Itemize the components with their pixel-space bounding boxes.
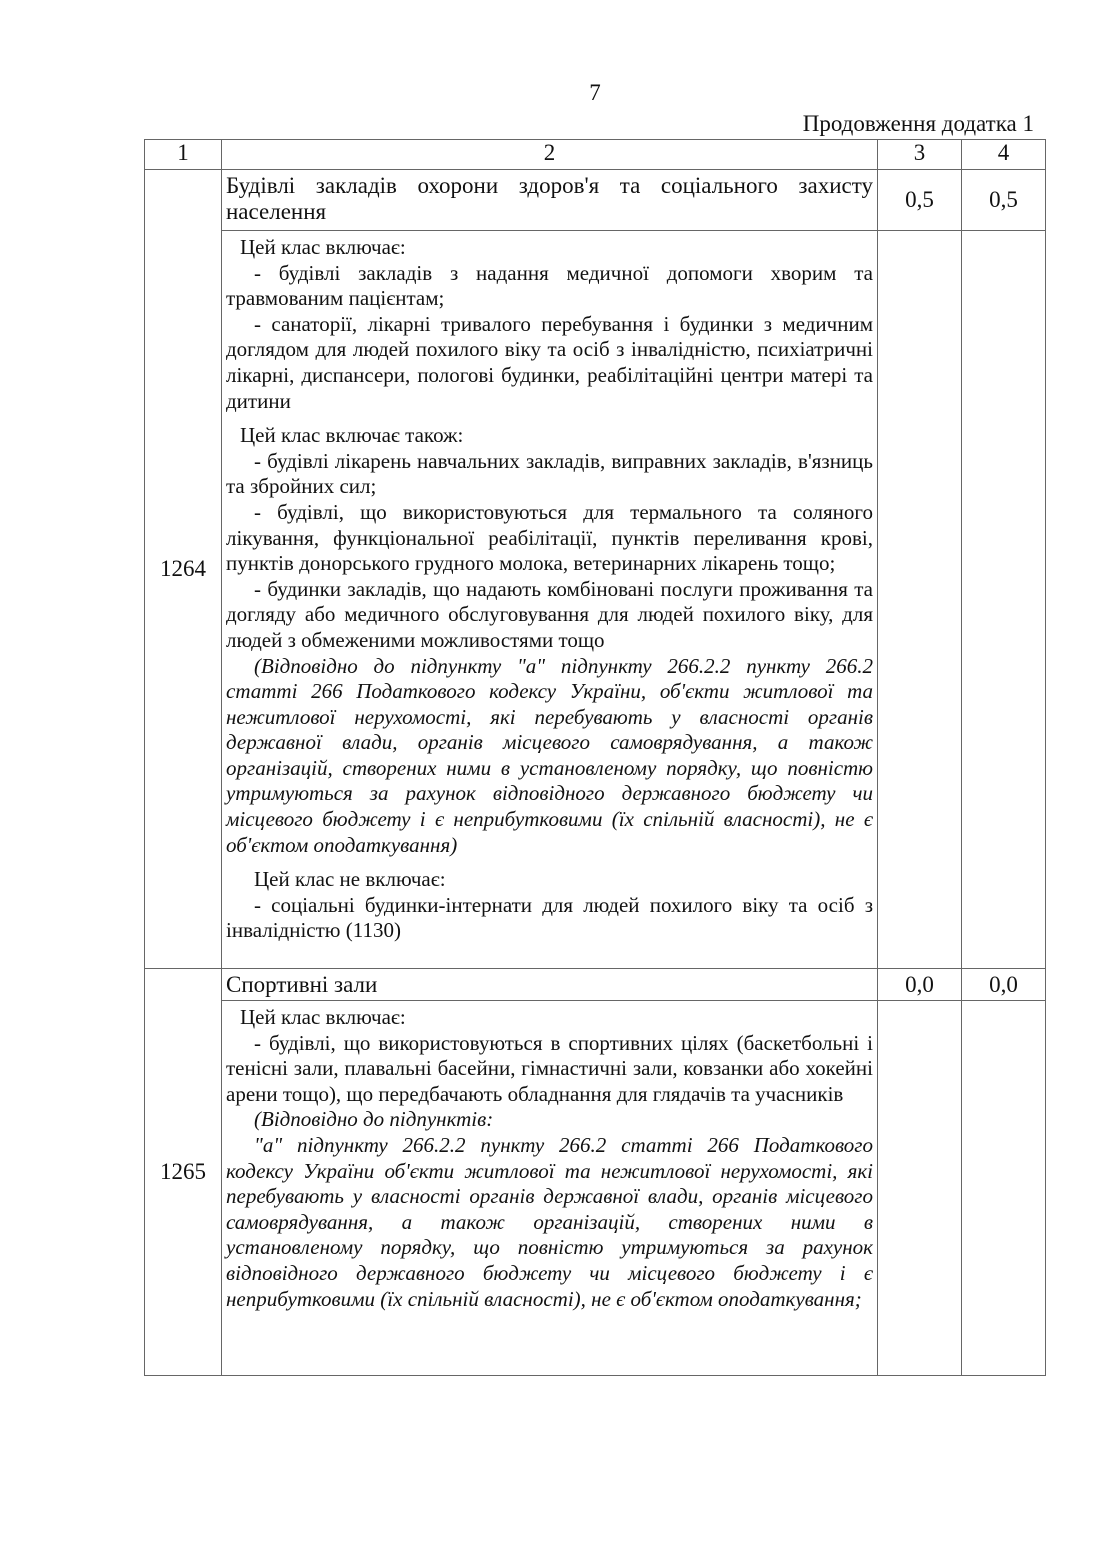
- table-row-1264-description: [145, 231, 1046, 969]
- table-row-1265-title: [145, 969, 1046, 1001]
- description-paragraph: - будівлі лікарень навчальних закладів, виправних закладів, в'язниць та збройних сил;: [226, 448, 873, 499]
- row-title-1264: Будівлі закладів охорони здоров'я та соціального захисту населення: [222, 170, 878, 231]
- description-paragraph: - санаторії, лікарні тривалого перебування і будинки з медичним доглядом для людей похилого віку та осіб з інвалідністю, психіатричні лікарні, диспансери, пологові будинки, реабілітаційні центри матері та дитини: [226, 311, 873, 413]
- description-paragraph: (Відповідно до підпункту "а" підпункту 266.2.2 пункту 266.2 статті 266 Податкового кодексу України, об'єкти житлової та нежитлової нерухомості, які перебувають у власності органів державної влади, органів місцевого самоврядування, а також організацій, створених ними в установленому порядку, що повністю утримуються за рахунок відповідного державного бюджету чи місцевого бюджету і є неприбутковими (їх спільній власності), не є об'єктом оподаткування): [226, 653, 873, 857]
- column-header-4: 4: [962, 140, 1046, 170]
- description-paragraph: "а" підпункту 266.2.2 пункту 266.2 статті 266 Податкового кодексу України об'єкти житлової та нежитлової нерухомості, які перебувають у власності органів державної влади, органів місцевого самоврядування, а також організацій, створених ними в установленому порядку, що повністю утримуються за рахунок відповідного державного бюджету чи місцевого бюджету і є неприбутковими (їх спільній власності), не є об'єктом оподаткування;: [226, 1132, 873, 1311]
- description-paragraph: - будівлі, що використовуються для термального та соляного лікування, функціональної реабілітації, пунктів переливання крові, пунктів донорського грудного молока, ветеринарних лікарень тощо;: [226, 499, 873, 576]
- row-description-1265: [222, 1001, 878, 1376]
- description-paragraph: - будинки закладів, що надають комбіновані послуги проживання та догляду або медичного обслуговування для людей похилого віку, для людей з обмеженими можливостями тощо: [226, 576, 873, 652]
- continuation-label: Продовження додатка 1: [802, 111, 1034, 136]
- table-row-1265-description: [145, 1001, 1046, 1376]
- description-paragraph: Цей клас включає:: [240, 235, 406, 259]
- description-paragraph: (Відповідно до підпунктів:: [254, 1107, 494, 1132]
- row-empty-col3-1264: [878, 231, 962, 969]
- row-value-col4-1265: 0,0: [962, 969, 1046, 1001]
- row-empty-col3-1265: [878, 1001, 962, 1376]
- description-paragraph: Цей клас включає також:: [240, 423, 464, 448]
- row-code-1265: 1265: [145, 969, 222, 1376]
- row-title-1265: Спортивні зали: [222, 969, 878, 1001]
- column-header-1: 1: [145, 140, 222, 170]
- row-empty-col4-1265: [962, 1001, 1046, 1376]
- table-header-row: [145, 140, 1046, 170]
- row-value-col3-1264: 0,5: [878, 170, 962, 231]
- row-description-1264: [222, 231, 878, 969]
- row-code-1264: 1264: [145, 170, 222, 969]
- description-paragraph: - будівлі закладів з надання медичної допомоги хворим та травмованим пацієнтам;: [226, 260, 873, 311]
- column-header-3: 3: [878, 140, 962, 170]
- description-paragraph: - соціальні будинки-інтернати для людей похилого віку та осіб з інвалідністю (1130): [226, 892, 873, 943]
- row-value-col4-1264: 0,5: [962, 170, 1046, 231]
- classification-table: [144, 139, 1046, 1376]
- description-paragraph: Цей клас не включає:: [254, 867, 446, 892]
- column-header-2: 2: [222, 140, 878, 170]
- row-empty-col4-1264: [962, 231, 1046, 969]
- description-paragraph: - будівлі, що використовуються в спортивних цілях (баскетбольні і тенісні зали, плавальні басейни, гімнастичні зали, ковзанки або хокейні арени тощо), що передбачають обладнання для глядачів та учасників: [226, 1030, 873, 1106]
- description-paragraph: Цей клас включає:: [240, 1005, 406, 1029]
- row-value-col3-1265: 0,0: [878, 969, 962, 1001]
- table-row-1264-title: [145, 170, 1046, 231]
- page-number: 7: [589, 80, 601, 105]
